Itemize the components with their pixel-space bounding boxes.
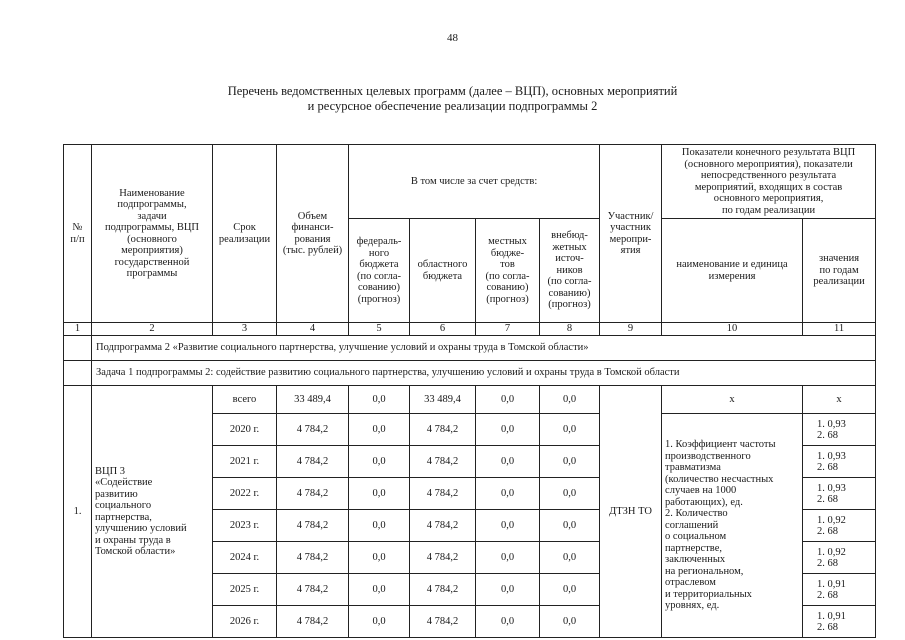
- extra-cell: 0,0: [540, 606, 600, 638]
- item-name: ВЦП 3 «Содействие развитию социального партнерства, улучшению условий и охраны труда в Томской области»: [92, 386, 213, 638]
- volume-cell: 4 784,2: [277, 510, 349, 542]
- regional-cell: 33 489,4: [410, 386, 476, 414]
- volume-cell: 4 784,2: [277, 478, 349, 510]
- extra-cell: 0,0: [540, 414, 600, 446]
- regional-cell: 4 784,2: [410, 510, 476, 542]
- item-number: 1.: [64, 386, 92, 638]
- volume-cell: 4 784,2: [277, 414, 349, 446]
- programs-table: [63, 144, 876, 638]
- indicator-values-cell: 1. 0,92 2. 68: [803, 510, 876, 542]
- volume-cell: 4 784,2: [277, 446, 349, 478]
- federal-cell: 0,0: [349, 414, 410, 446]
- regional-cell: 4 784,2: [410, 478, 476, 510]
- volume-cell: 4 784,2: [277, 574, 349, 606]
- page-title: [0, 84, 905, 114]
- empty-cell: [64, 361, 92, 386]
- header-period: Срок реализации: [213, 145, 277, 323]
- indicator-values-cell: 1. 0,91 2. 68: [803, 574, 876, 606]
- column-number: 4: [277, 323, 349, 336]
- header-volume: Объем финанси- рования (тыс. рублей): [277, 145, 349, 323]
- page-number: 48: [447, 32, 458, 44]
- indicator-values-cell: 1. 0,91 2. 68: [803, 606, 876, 638]
- federal-cell: 0,0: [349, 478, 410, 510]
- regional-cell: 4 784,2: [410, 414, 476, 446]
- participant-cell: ДТЗН ТО: [600, 386, 662, 638]
- federal-cell: 0,0: [349, 386, 410, 414]
- indicator-values-cell: 1. 0,93 2. 68: [803, 414, 876, 446]
- regional-cell: 4 784,2: [410, 574, 476, 606]
- header-regional: областного бюджета: [410, 219, 476, 323]
- extra-cell: 0,0: [540, 574, 600, 606]
- task-row: Задача 1 подпрограммы 2: содействие развитию социального партнерства, улучшению условий и охраны труда в Томской области: [92, 361, 876, 386]
- header-participant: Участник/ участник меропри- ятия: [600, 145, 662, 323]
- column-number: 11: [803, 323, 876, 336]
- regional-cell: 4 784,2: [410, 446, 476, 478]
- header-name: Наименование подпрограммы, задачи подпрограммы, ВЦП (основного мероприятия) государственной программы: [92, 145, 213, 323]
- column-number: 10: [662, 323, 803, 336]
- indicator-values-cell: 1. 0,93 2. 68: [803, 446, 876, 478]
- regional-cell: 4 784,2: [410, 542, 476, 574]
- title-line-1: Перечень ведомственных целевых программ (далее – ВЦП), основных мероприятий: [227, 84, 678, 98]
- indicator-values-cell: 1. 0,93 2. 68: [803, 478, 876, 510]
- column-number: 8: [540, 323, 600, 336]
- header-indicator-values: значения по годам реализации: [803, 219, 876, 323]
- period-cell: 2026 г.: [213, 606, 277, 638]
- volume-cell: 4 784,2: [277, 606, 349, 638]
- extra-cell: 0,0: [540, 510, 600, 542]
- federal-cell: 0,0: [349, 574, 410, 606]
- period-cell: 2020 г.: [213, 414, 277, 446]
- indicator-total-cell: x: [662, 386, 803, 414]
- header-local: местных бюдже- тов (по согла- сованию) (прогноз): [476, 219, 540, 323]
- indicator-values-cell: 1. 0,92 2. 68: [803, 542, 876, 574]
- column-number: 7: [476, 323, 540, 336]
- column-number: 2: [92, 323, 213, 336]
- volume-cell: 4 784,2: [277, 542, 349, 574]
- subprogram-row: Подпрограмма 2 «Развитие социального партнерства, улучшение условий и охраны труда в Томской области»: [92, 336, 876, 361]
- period-cell: 2025 г.: [213, 574, 277, 606]
- period-cell: 2021 г.: [213, 446, 277, 478]
- header-number: № п/п: [64, 145, 92, 323]
- indicator-names-cell: 1. Коэффициент частоты производственного травматизма (количество несчастных случаев на 1000 работающих), ед. 2. Количество соглашений о социальном партнерстве, заключенных на региональном, отраслевом и территориальных уровнях, ед.: [662, 414, 803, 638]
- extra-cell: 0,0: [540, 542, 600, 574]
- local-cell: 0,0: [476, 386, 540, 414]
- local-cell: 0,0: [476, 510, 540, 542]
- federal-cell: 0,0: [349, 446, 410, 478]
- column-number: 1: [64, 323, 92, 336]
- local-cell: 0,0: [476, 606, 540, 638]
- period-cell: всего: [213, 386, 277, 414]
- header-indicators-group: Показатели конечного результата ВЦП (основного мероприятия), показатели непосредственного результата мероприятий, входящих в состав основного мероприятия, по годам реализации: [662, 145, 876, 219]
- extra-cell: 0,0: [540, 386, 600, 414]
- period-cell: 2022 г.: [213, 478, 277, 510]
- volume-cell: 33 489,4: [277, 386, 349, 414]
- title-line-2: и ресурсное обеспечение реализации подпрограммы 2: [307, 99, 598, 113]
- local-cell: 0,0: [476, 542, 540, 574]
- header-funding-group: В том числе за счет средств:: [349, 145, 600, 219]
- column-number: 3: [213, 323, 277, 336]
- local-cell: 0,0: [476, 478, 540, 510]
- extra-cell: 0,0: [540, 446, 600, 478]
- period-cell: 2024 г.: [213, 542, 277, 574]
- period-cell: 2023 г.: [213, 510, 277, 542]
- header-federal: федераль- ного бюджета (по согла- сованию) (прогноз): [349, 219, 410, 323]
- header-indicator-name: наименование и единица измерения: [662, 219, 803, 323]
- federal-cell: 0,0: [349, 510, 410, 542]
- extra-cell: 0,0: [540, 478, 600, 510]
- local-cell: 0,0: [476, 414, 540, 446]
- column-number: 6: [410, 323, 476, 336]
- local-cell: 0,0: [476, 446, 540, 478]
- federal-cell: 0,0: [349, 542, 410, 574]
- column-number: 5: [349, 323, 410, 336]
- column-number: 9: [600, 323, 662, 336]
- regional-cell: 4 784,2: [410, 606, 476, 638]
- header-extra-budgetary: внебюд- жетных источ- ников (по согла- сованию) (прогноз): [540, 219, 600, 323]
- value-total-cell: x: [803, 386, 876, 414]
- empty-cell: [64, 336, 92, 361]
- federal-cell: 0,0: [349, 606, 410, 638]
- local-cell: 0,0: [476, 574, 540, 606]
